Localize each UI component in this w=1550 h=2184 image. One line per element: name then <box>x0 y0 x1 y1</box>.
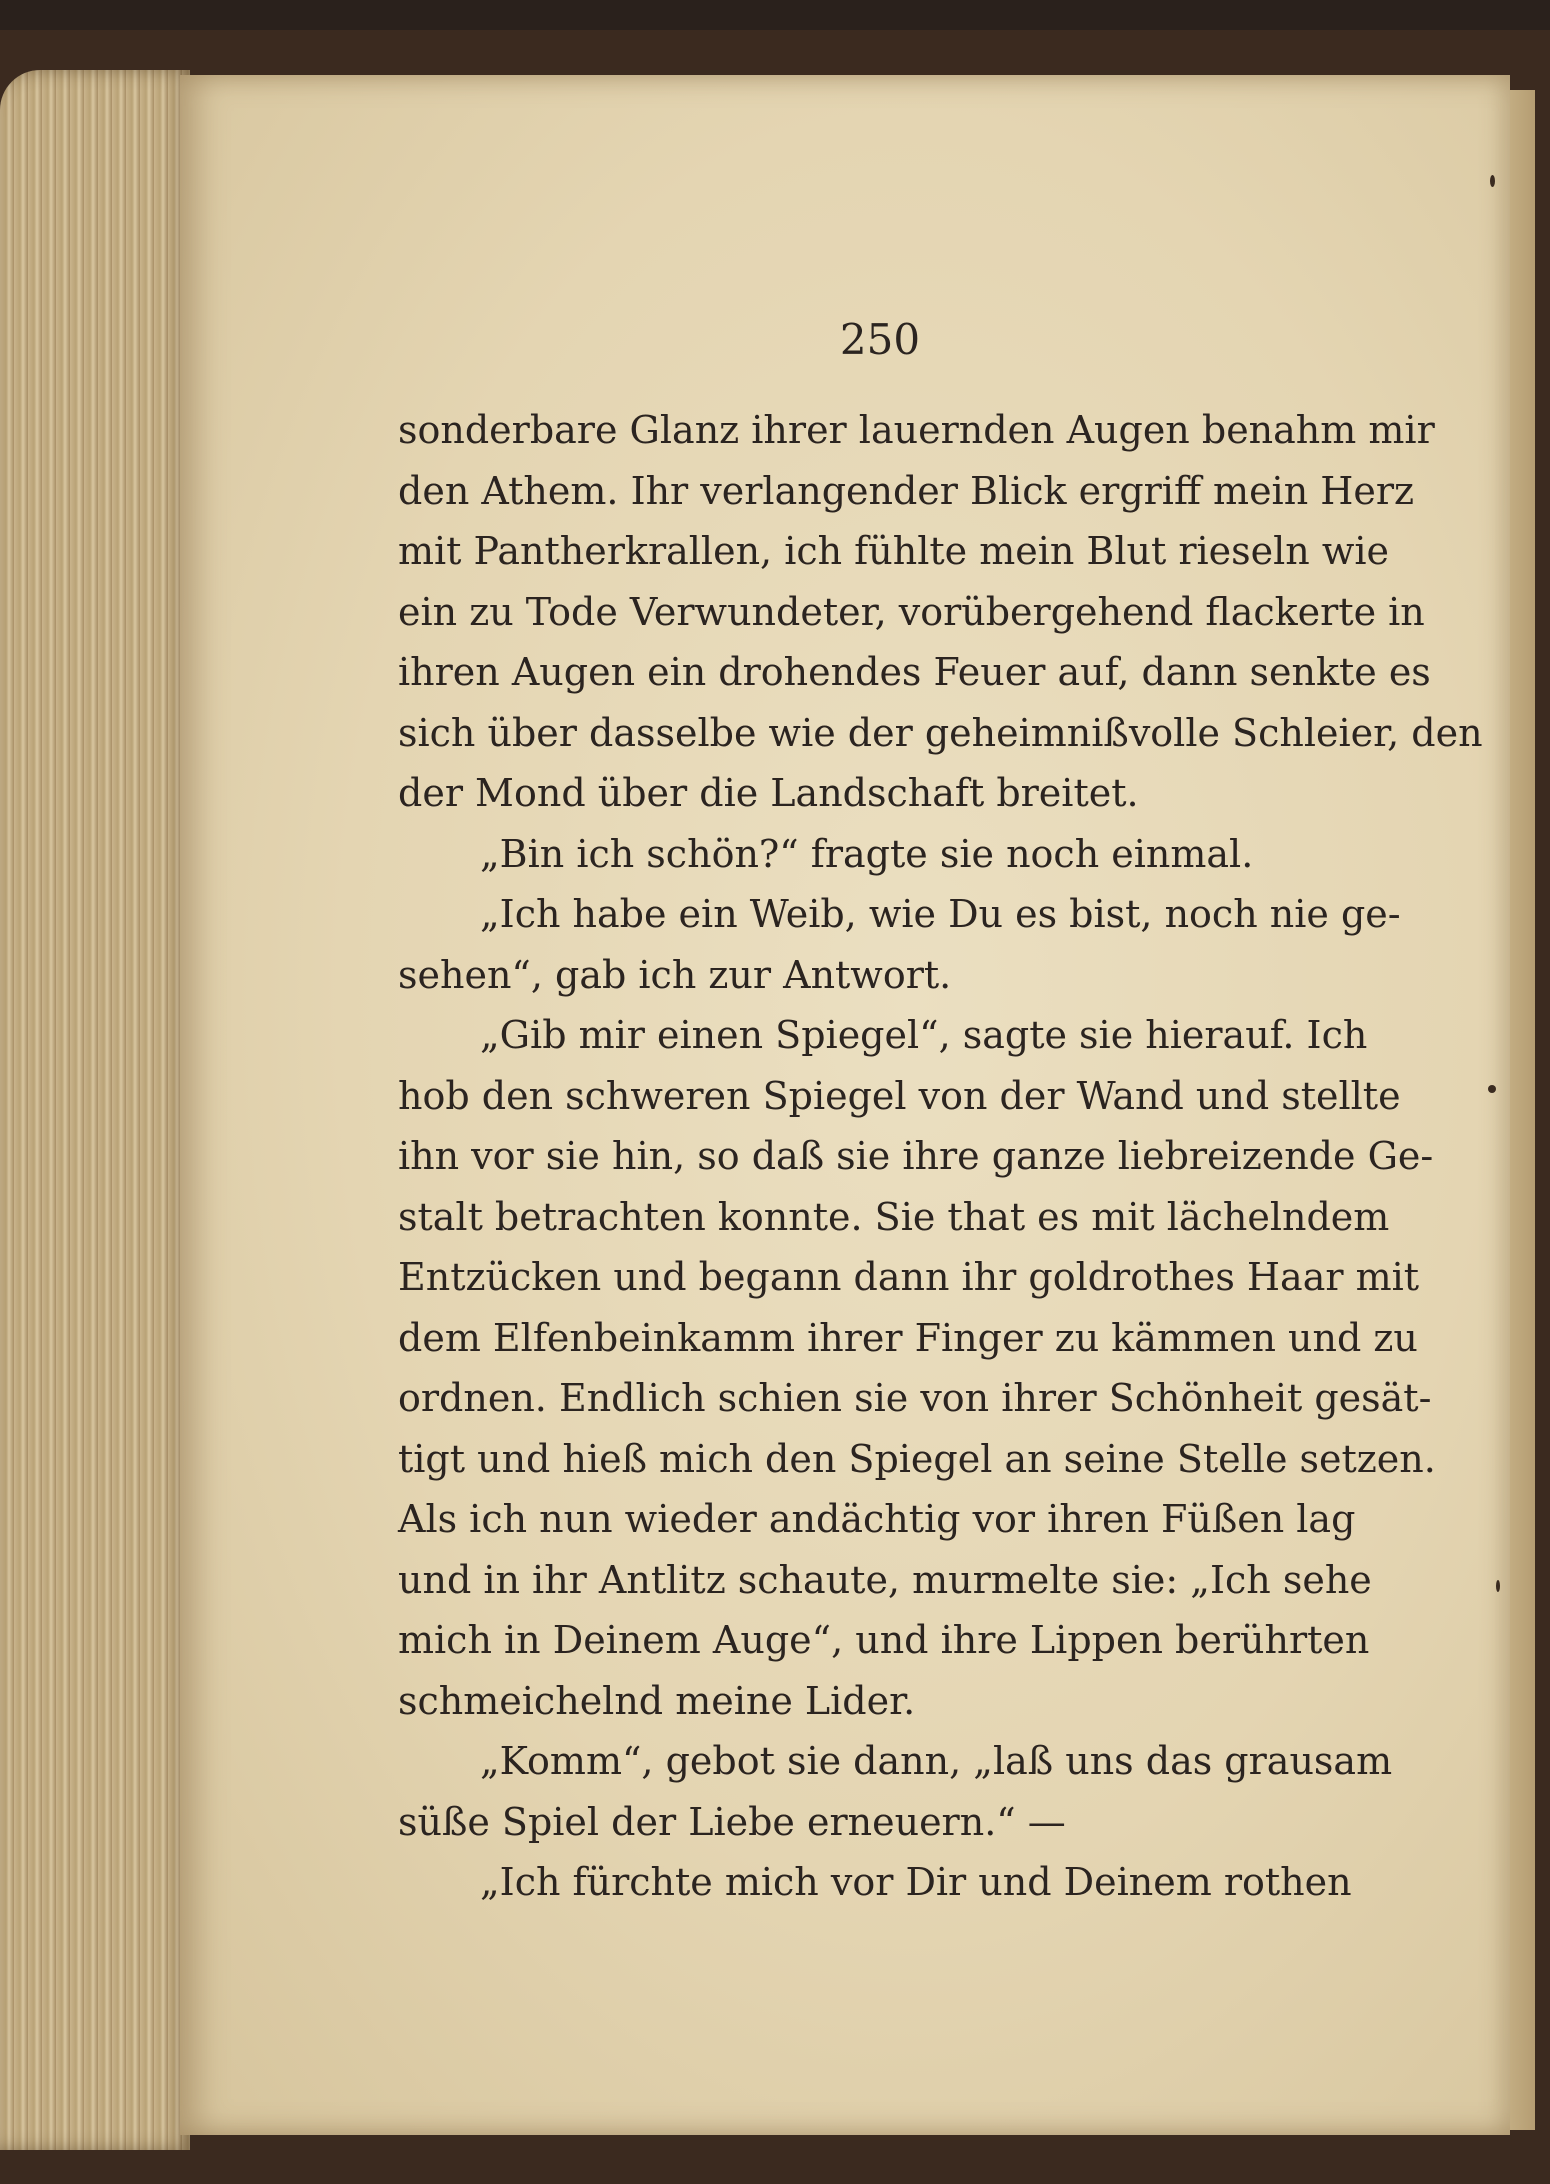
text-line: tigt und hieß mich den Spiegel an seine Stelle setzen. <box>398 1436 1436 1481</box>
text-line: sonderbare Glanz ihrer lauernden Augen benahm mir <box>398 408 1435 452</box>
speck-mark <box>1488 1085 1496 1093</box>
text-line: „Gib mir einen Spiegel“, sagte sie hierauf. Ich <box>480 1013 1368 1057</box>
text-line: Entzücken und begann dann ihr goldrothes Haar mit <box>398 1255 1420 1299</box>
text-line: sich über dasselbe wie der geheimnißvolle Schleier, den <box>398 710 1483 755</box>
text-line: ihren Augen ein drohendes Feuer auf, dann senkte es <box>398 650 1431 694</box>
text-line: Als ich nun wieder andächtig vor ihren Füßen lag <box>398 1497 1356 1541</box>
text-line: ordnen. Endlich schien sie von ihrer Schönheit gesät- <box>398 1376 1432 1420</box>
text-line: ihn vor sie hin, so daß sie ihre ganze liebreizende Ge- <box>398 1134 1434 1178</box>
text-line: süße Spiel der Liebe erneuern.“ — <box>398 1799 1066 1844</box>
page-edges <box>0 70 190 2150</box>
text-line: dem Elfenbeinkamm ihrer Finger zu kämmen und zu <box>398 1315 1418 1360</box>
page-number: 250 <box>839 315 921 364</box>
text-line: mit Pantherkrallen, ich fühlte mein Blut rieseln wie <box>398 529 1389 573</box>
text-line: „Ich fürchte mich vor Dir und Deinem rothen <box>480 1860 1352 1904</box>
speck-mark <box>1496 1580 1500 1592</box>
text-line: stalt betrachten konnte. Sie that es mit lächelndem <box>398 1194 1390 1239</box>
body-text <box>398 400 1483 1913</box>
text-line: „Bin ich schön?“ fragte sie noch einmal. <box>480 831 1254 876</box>
text-line: „Komm“, gebot sie dann, „laß uns das grausam <box>480 1739 1393 1783</box>
text-line: sehen“, gab ich zur Antwort. <box>398 952 952 997</box>
text-line: der Mond über die Landschaft breitet. <box>398 771 1139 815</box>
speck-mark <box>1490 175 1495 187</box>
text-line: hob den schweren Spiegel von der Wand und stellte <box>398 1073 1401 1118</box>
text-line: den Athem. Ihr verlangender Blick ergriff mein Herz <box>398 468 1415 513</box>
text-line: „Ich habe ein Weib, wie Du es bist, noch nie ge- <box>480 892 1401 936</box>
text-line: ein zu Tode Verwundeter, vorübergehend flackerte in <box>398 589 1425 634</box>
text-line: und in ihr Antlitz schaute, murmelte sie: „Ich sehe <box>398 1557 1372 1602</box>
text-line: schmeichelnd meine Lider. <box>398 1678 916 1723</box>
text-line: mich in Deinem Auge“, und ihre Lippen berührten <box>398 1618 1370 1662</box>
